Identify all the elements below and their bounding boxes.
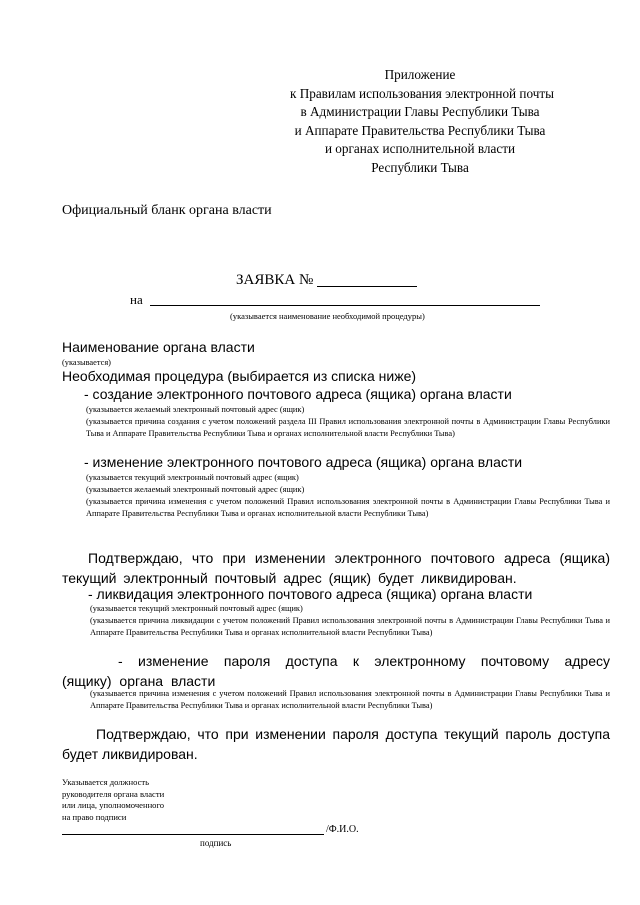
procedure-change-address-hint-reason-text: (указывается причина изменения с учетом положений Правил использования электронной почты в Администрации Главы Республики Тыва и Аппарате Правительства Республики Тыва и органах исполнительной власти Республики Тыва) (86, 497, 610, 518)
procedure-liquidate-hint-current: (указывается текущий электронный почтовый адрес (ящик) (90, 604, 303, 613)
procedure-change-password-confirm-text: Подтверждаю, что при изменении пароля доступа текущий пароль доступа будет ликвидирован. (62, 726, 610, 762)
procedure-liquidate-hint-reason (90, 615, 610, 638)
signature-note-line: или лица, уполномоченного (62, 800, 165, 811)
procedure-change-address-hint-current: (указывается текущий электронный почтовый адрес (ящик) (86, 473, 299, 482)
procedure-name-hint: (указывается наименование необходимой процедуры) (230, 311, 425, 321)
official-blank-title: Официальный бланк органа власти (62, 203, 272, 218)
annex-line: Приложение (384, 67, 456, 82)
procedure-change-address-confirm (62, 548, 610, 588)
annex-line: и органах исполнительной власти (324, 141, 516, 157)
procedure-change-password-title (62, 651, 610, 691)
annex-line: Республики Тыва (371, 159, 469, 175)
procedure-change-address-hint-reason (86, 496, 610, 519)
signature-line[interactable] (62, 834, 324, 835)
procedure-change-address-hint-desired: (указывается желаемый электронный почтовый адрес (ящик) (86, 485, 305, 494)
procedure-liquidate-title: - ликвидация электронного почтового адреса (ящика) органа власти (88, 586, 533, 602)
annex-line: и Аппарате Правительства Республики Тыва (294, 122, 546, 138)
application-number-field[interactable] (317, 272, 417, 287)
annex-header (290, 66, 554, 178)
procedure-change-password-hint-reason (90, 688, 610, 711)
procedure-create-hint-reason (86, 416, 610, 439)
procedure-change-password-title-text: - изменение пароля доступа к электронному почтовому адресу (ящику) органа власти (62, 653, 610, 689)
fio-label: /Ф.И.О. (326, 824, 359, 835)
procedure-change-address-title: - изменение электронного почтового адреса (ящика) органа власти (84, 454, 523, 470)
signature-note-line: Указывается должность (62, 777, 150, 787)
org-name-hint: (указывается) (62, 358, 111, 367)
annex-line: к Правилам использования электронной почты (290, 85, 554, 101)
procedure-create-title: - создание электронного почтового адреса (ящика) органа власти (84, 386, 512, 402)
signature-label: подпись (200, 838, 232, 848)
procedure-liquidate-hint-reason-text: (указывается причина ликвидации с учетом положений Правил использования электронной почты в Администрации Главы Республики Тыва и Аппарате Правительства Республики Тыва и органах исполнительной власти Республики Тыва) (90, 616, 610, 637)
org-name-label: Наименование органа власти (62, 339, 255, 355)
application-title (236, 272, 417, 289)
signature-note-line: руководителя органа власти (62, 788, 165, 799)
signature-note-line: на право подписи (62, 811, 127, 822)
application-title-text: ЗАЯВКА № (236, 272, 314, 288)
procedure-change-address-confirm-text: Подтверждаю, что при изменении электронного почтового адреса (ящика) текущий электронный почтовый адрес (ящик) будет ликвидирован. (62, 550, 610, 586)
procedure-name-field[interactable] (150, 305, 540, 306)
signature-note (62, 777, 164, 823)
procedure-label: Необходимая процедура (выбирается из списка ниже) (62, 368, 417, 384)
procedure-change-password-confirm (62, 724, 610, 764)
procedure-create-hint-address: (указывается желаемый электронный почтовый адрес (ящик) (86, 405, 305, 414)
procedure-name-label: на (130, 292, 143, 307)
annex-line: в Администрации Главы Республики Тыва (300, 104, 540, 120)
procedure-create-hint-reason-text: (указывается причина создания с учетом положений раздела III Правил использования электронной почты в Администрации Главы Республики Тыва и Аппарате Правительства Республики Тыва и органах исполнительной власти Республики Тыва) (86, 417, 610, 438)
procedure-change-password-hint-reason-text: (указывается причина изменения с учетом положений Правил использования электронной почты в Администрации Главы Республики Тыва и Аппарате Правительства Республики Тыва и органах исполнительной власти Республики Тыва) (90, 689, 610, 710)
